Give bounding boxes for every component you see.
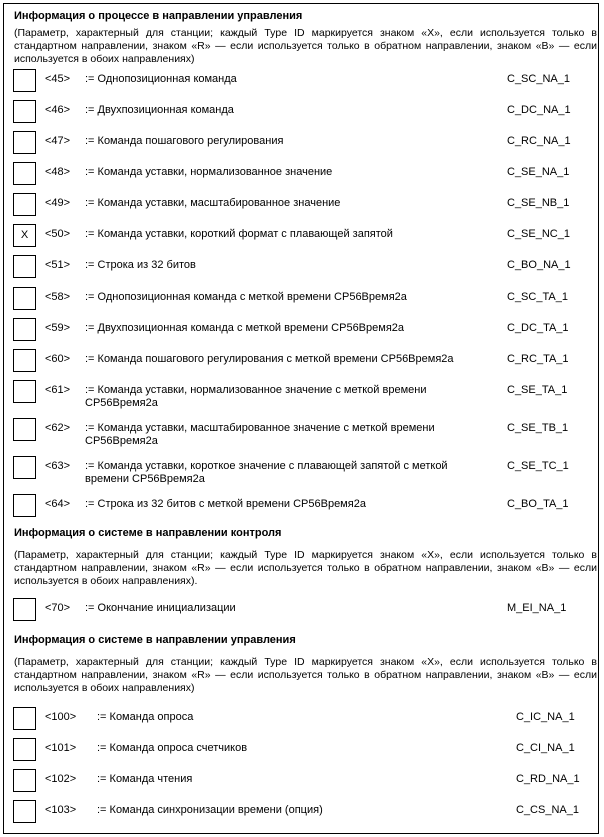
section-process-control-heading: Информация о процессе в направлении управления (14, 10, 303, 22)
type-id-checkbox[interactable] (13, 418, 36, 441)
type-id-description: := Команда пошагового регулирования с меткой времени CP56Время2а (85, 353, 454, 365)
type-id-number: <100> (45, 711, 77, 723)
type-id-number: <48> (45, 166, 71, 178)
type-id-code: C_SE_TA_1 (507, 384, 568, 396)
type-id-checkbox[interactable] (13, 738, 36, 761)
type-id-number: <70> (45, 602, 71, 614)
type-id-row (4, 69, 600, 97)
type-id-description: := Двухпозиционная команда (85, 104, 234, 116)
type-id-description: := Однопозиционная команда (85, 73, 237, 85)
section-process-control-note: (Параметр, характерный для станции; каждый Type ID маркируется знаком «X», если используется только в стандартном направлении, знаком «R» — если используется только в обратном направлении, знаком «B» — если используется в обоих направлениях) (14, 27, 597, 65)
type-id-row (4, 193, 600, 221)
type-id-number: <47> (45, 135, 71, 147)
type-id-row (4, 100, 600, 128)
type-id-number: <50> (45, 228, 71, 240)
type-id-checkbox[interactable]: X (13, 224, 36, 247)
type-id-description: := Окончание инициализации (85, 602, 236, 614)
type-id-description: := Команда пошагового регулирования (85, 135, 284, 147)
type-id-checkbox[interactable] (13, 349, 36, 372)
type-id-checkbox[interactable] (13, 456, 36, 479)
type-id-checkbox[interactable] (13, 255, 36, 278)
type-id-description: := Строка из 32 битов с меткой времени CP56Время2а (85, 498, 366, 510)
type-id-row (4, 287, 600, 315)
type-id-checkbox[interactable] (13, 769, 36, 792)
type-id-number: <59> (45, 322, 71, 334)
type-id-number: <60> (45, 353, 71, 365)
type-id-code: C_SE_TC_1 (507, 460, 569, 472)
type-id-code: C_SC_TA_1 (507, 291, 568, 303)
type-id-number: <101> (45, 742, 77, 754)
section-system-monitor-note: (Параметр, характерный для станции; каждый Type ID маркируется знаком «X», если используется только в стандартном направлении, знаком «R» — если используется только в обратном направлении, знаком «B» — если используется в обоих направлениях). (14, 549, 597, 587)
type-id-code: C_CS_NA_1 (516, 804, 579, 816)
type-id-checkbox[interactable] (13, 69, 36, 92)
type-id-code: C_SE_NA_1 (507, 166, 570, 178)
type-id-description: := Команда уставки, короткий формат с плавающей запятой (85, 228, 393, 240)
type-id-number: <64> (45, 498, 71, 510)
type-id-code: C_BO_NA_1 (507, 259, 571, 271)
type-id-checkbox[interactable] (13, 100, 36, 123)
type-id-description: := Строка из 32 битов (85, 259, 196, 271)
type-id-checkbox[interactable] (13, 287, 36, 310)
type-id-description: := Однопозиционная команда с меткой времени CP56Время2а (85, 291, 407, 303)
type-id-description: := Команда синхронизации времени (опция) (97, 804, 323, 816)
type-id-row (4, 380, 600, 408)
type-id-row (4, 131, 600, 159)
section-system-control-heading: Информация о системе в направлении управления (14, 634, 296, 646)
type-id-description: := Команда уставки, нормализованное значение (85, 166, 333, 178)
type-id-number: <61> (45, 384, 71, 396)
type-id-row (4, 224, 600, 252)
type-id-code: C_SC_NA_1 (507, 73, 570, 85)
type-id-code: C_CI_NA_1 (516, 742, 575, 754)
type-id-row (4, 707, 600, 735)
type-id-checkbox[interactable] (13, 380, 36, 403)
type-id-code: C_RD_NA_1 (516, 773, 580, 785)
type-id-description: := Двухпозиционная команда с меткой времени CP56Время2а (85, 322, 405, 334)
type-id-number: <103> (45, 804, 77, 816)
type-id-code: C_SE_TB_1 (507, 422, 569, 434)
type-id-row (4, 255, 600, 283)
type-id-row (4, 456, 600, 484)
type-id-row (4, 494, 600, 522)
type-id-code: C_RC_NA_1 (507, 135, 571, 147)
type-id-description: := Команда чтения (97, 773, 193, 785)
type-id-checkbox[interactable] (13, 318, 36, 341)
type-id-number: <102> (45, 773, 77, 785)
section-system-monitor-heading: Информация о системе в направлении контроля (14, 527, 282, 539)
type-id-row (4, 162, 600, 190)
type-id-row (4, 800, 600, 828)
type-id-description: := Команда опроса (97, 711, 194, 723)
type-id-row (4, 418, 600, 446)
type-id-checkbox[interactable] (13, 707, 36, 730)
type-id-code: C_DC_TA_1 (507, 322, 569, 334)
type-id-code: M_EI_NA_1 (507, 602, 567, 614)
type-id-number: <46> (45, 104, 71, 116)
type-id-code: C_SE_NC_1 (507, 228, 570, 240)
type-id-code: C_DC_NA_1 (507, 104, 571, 116)
type-id-number: <49> (45, 197, 71, 209)
type-id-row (4, 769, 600, 797)
document-page (3, 3, 599, 834)
section-system-control-note: (Параметр, характерный для станции; каждый Type ID маркируется знаком «X», если используется только в стандартном направлении, знаком «R» — если используется только в обратном направлении, знаком «B» — если используется в обоих направлениях) (14, 656, 597, 694)
type-id-code: C_BO_TA_1 (507, 498, 569, 510)
type-id-number: <63> (45, 460, 71, 472)
type-id-number: <62> (45, 422, 71, 434)
type-id-description: := Команда опроса счетчиков (97, 742, 248, 754)
type-id-code: C_RC_TA_1 (507, 353, 569, 365)
type-id-row (4, 318, 600, 346)
type-id-row (4, 738, 600, 766)
type-id-checkbox[interactable] (13, 800, 36, 823)
type-id-number: <45> (45, 73, 71, 85)
type-id-row (4, 598, 600, 626)
type-id-checkbox[interactable] (13, 131, 36, 154)
type-id-code: C_SE_NB_1 (507, 197, 570, 209)
type-id-row (4, 349, 600, 377)
type-id-number: <51> (45, 259, 71, 271)
type-id-number: <58> (45, 291, 71, 303)
type-id-checkbox[interactable] (13, 494, 36, 517)
type-id-description: := Команда уставки, масштабированное значение (85, 197, 341, 209)
type-id-description: := Команда уставки, короткое значение с плавающей запятой с меткой времени CP56Время2а (85, 460, 448, 485)
type-id-checkbox[interactable] (13, 598, 36, 621)
type-id-checkbox[interactable] (13, 193, 36, 216)
type-id-description: := Команда уставки, масштабированное значение с меткой времени CP56Время2а (85, 422, 435, 447)
type-id-code: C_IC_NA_1 (516, 711, 575, 723)
type-id-description: := Команда уставки, нормализованное значение с меткой времени CP56Время2а (85, 384, 427, 409)
type-id-checkbox[interactable] (13, 162, 36, 185)
